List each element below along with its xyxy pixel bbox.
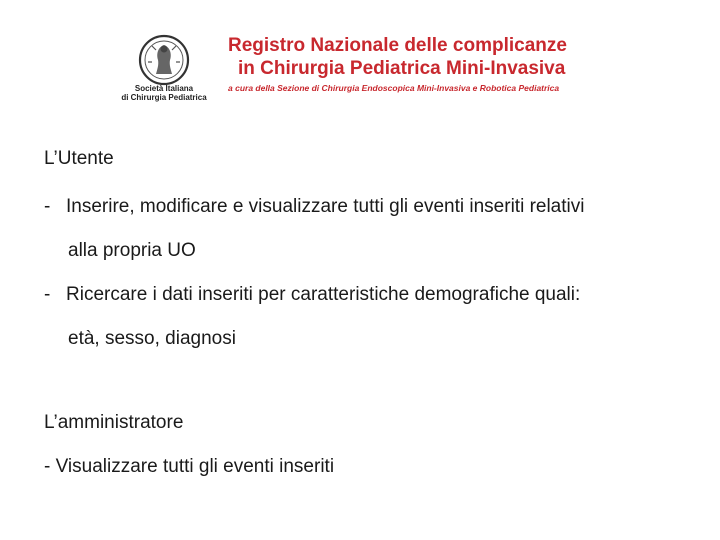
user-item-2-line2: età, sesso, diagnosi xyxy=(68,328,236,349)
admin-section-title: L’amministratore xyxy=(44,412,184,433)
society-seal-icon xyxy=(138,34,190,86)
user-item-1-line1: Inserire, modificare e visualizzare tutti gli eventi inseriti relativi xyxy=(66,196,585,217)
registry-subtitle: a cura della Sezione di Chirurgia Endoscopica Mini-Invasiva e Robotica Pediatrica xyxy=(228,83,560,93)
seal-caption xyxy=(110,84,218,102)
user-item-2-line1: Ricercare i dati inseriti per caratteristiche demografiche quali: xyxy=(66,284,581,305)
user-item-1-line2: alla propria UO xyxy=(68,240,196,261)
bullet-dash: - xyxy=(44,196,51,217)
registry-title-line2: in Chirurgia Pediatrica Mini-Invasiva xyxy=(238,58,566,79)
society-seal xyxy=(110,32,218,104)
registry-title-line1: Registro Nazionale delle complicanze xyxy=(228,35,567,56)
user-item-1 xyxy=(44,196,584,218)
user-item-2 xyxy=(44,284,580,306)
admin-item-1: - Visualizzare tutti gli eventi inseriti xyxy=(44,456,335,477)
user-section-title: L’Utente xyxy=(44,148,114,169)
seal-caption-line1: Società Italiana xyxy=(134,84,194,93)
bullet-dash: - xyxy=(44,284,51,305)
seal-caption-line2: di Chirurgia Pediatrica xyxy=(121,93,207,102)
header-logo-banner xyxy=(0,0,720,120)
registry-title-block xyxy=(228,34,628,93)
